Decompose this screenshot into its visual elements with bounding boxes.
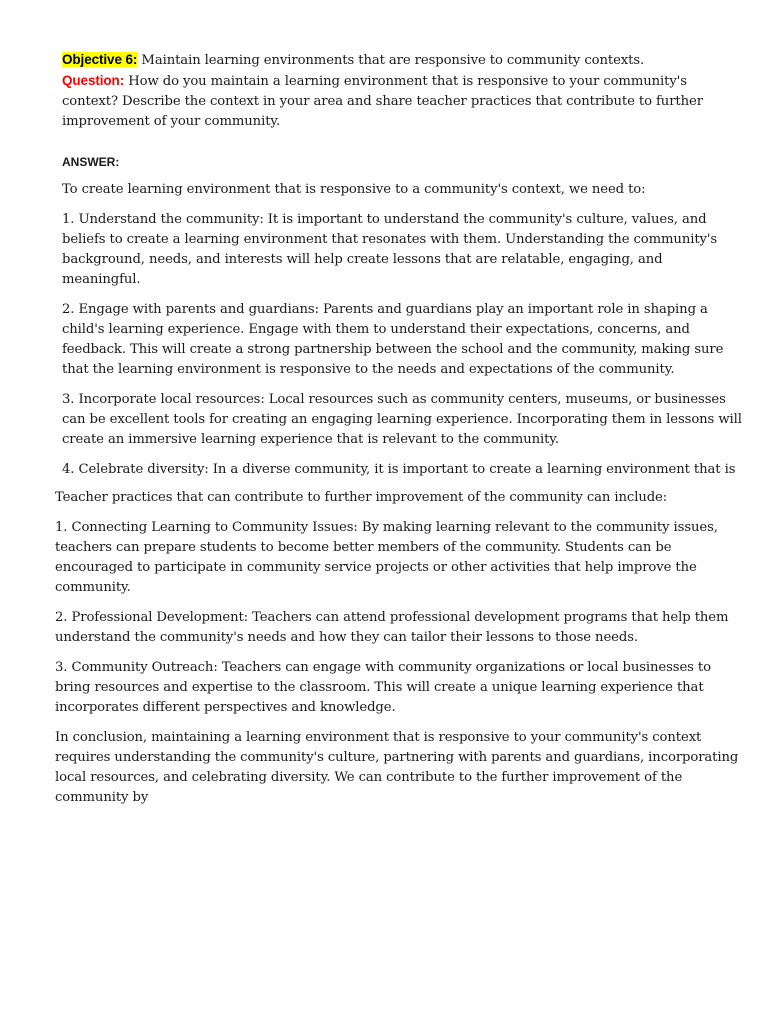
practice-item: 2. Professional Development: Teachers can attend professional development programs that help them understand the community's needs and how they can tailor their lessons to those needs. — [55, 610, 729, 645]
answer-section — [62, 180, 742, 482]
practice-item: 1. Connecting Learning to Community Issues: By making learning relevant to the community issues, teachers can prepare students to become better members of the community. Students can be encouraged to participate in community service projects or other activities that help improve the community. — [55, 520, 718, 595]
practice-item: 3. Community Outreach: Teachers can engage with community organizations or local businesses to bring resources and expertise to the classroom. This will create a unique learning experience that incorporates different perspectives and knowledge. — [55, 660, 711, 715]
answer-item: 2. Engage with parents and guardians: Parents and guardians play an important role in shaping a child's learning experience. Engage with them to understand their expectations, concerns, and feedback. This will create a strong partnership between the school and the community, making sure that the learning environment is responsive to the needs and expectations of the community. — [62, 302, 724, 377]
answer-item: 3. Incorporate local resources: Local resources such as community centers, museums, or businesses can be excellent tools for creating an engaging learning experience. Incorporating them in lessons will create an immersive learning experience that is relevant to the community. — [62, 392, 742, 447]
question-label: Question: — [62, 73, 125, 88]
objective-line — [62, 50, 742, 71]
objective-label: Objective 6: — [62, 52, 138, 67]
answer-intro: To create learning environment that is responsive to a community's context, we need to: — [62, 182, 646, 197]
question-text: How do you maintain a learning environment that is responsive to your community's context? Describe the context in your area and share teacher practices that contribute to further improvement of your community. — [62, 74, 703, 129]
answer-item: 1. Understand the community: It is important to understand the community's culture, values, and beliefs to create a learning environment that resonates with them. Understanding the community's background, needs, and interests will help create lessons that are relatable, engaging, and meaningful. — [62, 212, 718, 287]
question-block — [62, 50, 742, 132]
objective-text: Maintain learning environments that are responsive to community contexts. — [137, 53, 645, 68]
answer-item: 4. Celebrate diversity: In a diverse community, it is important to create a learning environment that is — [62, 462, 736, 477]
page-cut-divider — [0, 483, 768, 485]
question-paragraph — [62, 71, 742, 132]
conclusion-paragraph: In conclusion, maintaining a learning environment that is responsive to your community's context requires understanding the community's culture, partnering with parents and guardians, incorporating local resources, and celebrating diversity. We can contribute to the further improvement of the community by — [55, 730, 739, 805]
practices-intro: Teacher practices that can contribute to further improvement of the community can include: — [55, 490, 668, 505]
answer-heading: ANSWER: — [62, 155, 120, 169]
practices-section — [55, 488, 745, 818]
